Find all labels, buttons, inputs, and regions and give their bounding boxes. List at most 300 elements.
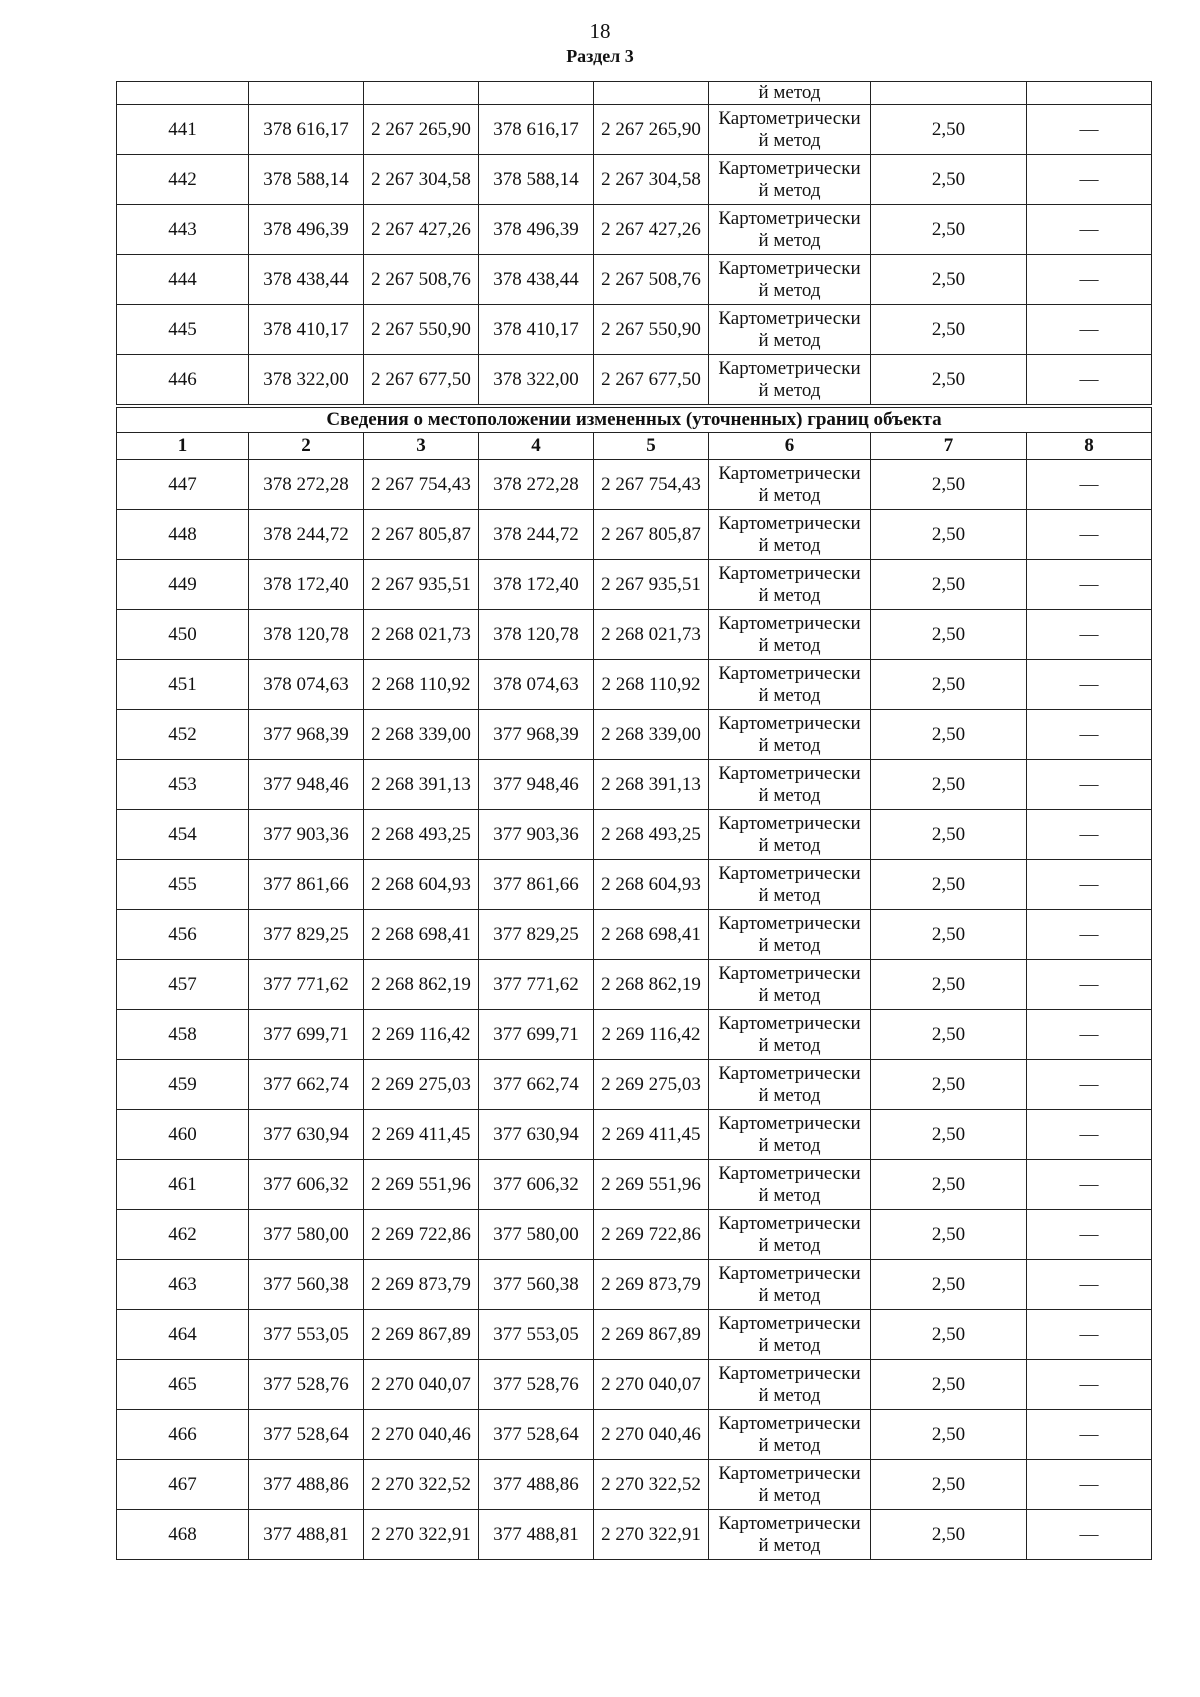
method-line: й метод [758,984,821,1006]
cell-x1: 378 588,14 [249,155,364,205]
cell-x1: 377 488,86 [249,1460,364,1510]
cell-n: 448 [117,510,249,560]
cell-y2: 2 268 604,93 [594,860,709,910]
cell-y1: 2 267 754,43 [364,460,479,510]
cell-x1: 377 699,71 [249,1010,364,1060]
cell-n: 450 [117,610,249,660]
cell-x2: 377 580,00 [479,1210,594,1260]
cell-y1: 2 269 873,79 [364,1260,479,1310]
cell-y1: 2 269 867,89 [364,1310,479,1360]
cell-x2: 377 606,32 [479,1160,594,1210]
cell-y1: 2 268 862,19 [364,960,479,1010]
cell-note: — [1027,1160,1152,1210]
cell-n: 451 [117,660,249,710]
cell-note: — [1027,910,1152,960]
column-number: 1 [117,433,249,460]
method-line: й метод [758,934,821,956]
cell-y1: 2 270 322,91 [364,1510,479,1560]
method-line: Картометрически [718,1412,861,1434]
cell-accuracy: 2,50 [871,560,1027,610]
cell-x1: 378 438,44 [249,255,364,305]
method-line: й метод [758,734,821,756]
cell-y2: 2 268 021,73 [594,610,709,660]
cell-x1: 378 410,17 [249,305,364,355]
cell-n: 456 [117,910,249,960]
cell-x1: 377 580,00 [249,1210,364,1260]
cell-x2: 378 616,17 [479,105,594,155]
cell-accuracy: 2,50 [871,860,1027,910]
cell-n: 446 [117,355,249,407]
method-line: й метод [758,1484,821,1506]
cell-y2: 2 270 322,91 [594,1510,709,1560]
cell-method [709,155,871,205]
cell-n: 449 [117,560,249,610]
cell-y1: 2 269 116,42 [364,1010,479,1060]
method-line: й метод [758,834,821,856]
cell-empty [871,82,1027,105]
cell-method [709,510,871,560]
cell-method [709,1510,871,1560]
cell-y2: 2 267 550,90 [594,305,709,355]
method-line: Картометрически [718,862,861,884]
table-row [117,255,1152,305]
column-number: 2 [249,433,364,460]
cell-y1: 2 269 411,45 [364,1110,479,1160]
column-number-row [117,433,1152,460]
table-row [117,560,1152,610]
cell-method [709,1310,871,1360]
cell-y1: 2 268 110,92 [364,660,479,710]
cell-accuracy: 2,50 [871,1510,1027,1560]
cell-y2: 2 269 722,86 [594,1210,709,1260]
cell-x1: 377 528,76 [249,1360,364,1410]
method-line: й метод [758,784,821,806]
method-line: Картометрически [718,1162,861,1184]
method-line: Картометрически [718,1512,861,1534]
table-row [117,1510,1152,1560]
cell-y2: 2 269 116,42 [594,1010,709,1060]
cell-x2: 377 903,36 [479,810,594,860]
cell-accuracy: 2,50 [871,810,1027,860]
method-line: Картометрически [718,1362,861,1384]
cell-y1: 2 270 040,07 [364,1360,479,1410]
section-heading-row [117,406,1152,433]
cell-x2: 378 172,40 [479,560,594,610]
cell-x2: 377 662,74 [479,1060,594,1110]
method-line: Картометрически [718,107,861,129]
cell-x2: 377 630,94 [479,1110,594,1160]
method-line: Картометрически [718,612,861,634]
cell-y2: 2 269 411,45 [594,1110,709,1160]
cell-x1: 377 630,94 [249,1110,364,1160]
cell-note: — [1027,1010,1152,1060]
cell-note: — [1027,760,1152,810]
cell-accuracy: 2,50 [871,355,1027,407]
method-line: Картометрически [718,1112,861,1134]
cell-y1: 2 269 722,86 [364,1210,479,1260]
cell-method [709,460,871,510]
cell-x2: 378 588,14 [479,155,594,205]
cell-x1: 377 968,39 [249,710,364,760]
cell-note: — [1027,510,1152,560]
method-line: й метод [758,1384,821,1406]
method-line: й метод [758,684,821,706]
table-row [117,960,1152,1010]
cell-x1: 377 662,74 [249,1060,364,1110]
method-line: й метод [758,279,821,301]
table-row [117,1310,1152,1360]
cell-n: 467 [117,1460,249,1510]
cell-n: 445 [117,305,249,355]
cell-n: 461 [117,1160,249,1210]
cell-y1: 2 269 551,96 [364,1160,479,1210]
cell-y1: 2 268 391,13 [364,760,479,810]
cell-n: 459 [117,1060,249,1110]
cell-y2: 2 269 873,79 [594,1260,709,1310]
cell-x2: 378 120,78 [479,610,594,660]
cell-empty [479,82,594,105]
cell-x2: 377 861,66 [479,860,594,910]
cell-x2: 378 322,00 [479,355,594,407]
cell-y1: 2 267 935,51 [364,560,479,610]
cell-x2: 377 968,39 [479,710,594,760]
table-row [117,460,1152,510]
method-line: Картометрически [718,257,861,279]
cell-n: 455 [117,860,249,910]
cell-method [709,255,871,305]
cell-note: — [1027,1510,1152,1560]
cell-x2: 377 829,25 [479,910,594,960]
cell-note: — [1027,355,1152,407]
cell-y2: 2 267 265,90 [594,105,709,155]
section-heading-group [117,406,1152,460]
method-line: й метод [758,1334,821,1356]
cell-method [709,1060,871,1110]
cell-empty [364,82,479,105]
cell-y1: 2 268 698,41 [364,910,479,960]
method-line: Картометрически [718,1062,861,1084]
column-number: 6 [709,433,871,460]
cell-method [709,105,871,155]
cell-y2: 2 268 493,25 [594,810,709,860]
cell-note: — [1027,710,1152,760]
cell-accuracy: 2,50 [871,1010,1027,1060]
cell-y1: 2 267 805,87 [364,510,479,560]
table-row [117,105,1152,155]
cell-x2: 378 496,39 [479,205,594,255]
continued-row [117,82,1152,105]
method-line: й метод [758,1184,821,1206]
cell-accuracy: 2,50 [871,155,1027,205]
table-row [117,810,1152,860]
method-line: й метод [758,1434,821,1456]
column-number: 4 [479,433,594,460]
section-title: Раздел 3 [566,46,634,66]
method-line: Картометрически [718,207,861,229]
cell-n: 465 [117,1360,249,1410]
cell-y2: 2 268 391,13 [594,760,709,810]
cell-accuracy: 2,50 [871,1260,1027,1310]
cell-n: 452 [117,710,249,760]
cell-method [709,1460,871,1510]
cell-note: — [1027,1310,1152,1360]
cell-n: 442 [117,155,249,205]
cell-n: 464 [117,1310,249,1360]
method-line: Картометрически [718,562,861,584]
cell-method [709,860,871,910]
table-row [117,1010,1152,1060]
cell-accuracy: 2,50 [871,105,1027,155]
cell-x1: 377 553,05 [249,1310,364,1360]
table-row [117,1460,1152,1510]
cell-method [709,1410,871,1460]
cell-y1: 2 268 604,93 [364,860,479,910]
cell-x2: 378 244,72 [479,510,594,560]
cell-accuracy: 2,50 [871,255,1027,305]
method-line: й метод [758,1134,821,1156]
cell-y2: 2 268 339,00 [594,710,709,760]
cell-n: 460 [117,1110,249,1160]
cell-method [709,355,871,407]
table-row [117,610,1152,660]
method-line: Картометрически [718,812,861,834]
cell-n: 441 [117,105,249,155]
cell-note: — [1027,205,1152,255]
cell-y1: 2 267 550,90 [364,305,479,355]
cell-accuracy: 2,50 [871,1310,1027,1360]
cell-y2: 2 270 040,07 [594,1360,709,1410]
method-line: й метод [758,129,821,151]
cell-accuracy: 2,50 [871,305,1027,355]
cell-x2: 377 771,62 [479,960,594,1010]
cell-accuracy: 2,50 [871,660,1027,710]
column-number: 8 [1027,433,1152,460]
cell-y1: 2 270 040,46 [364,1410,479,1460]
method-line: й метод [758,229,821,251]
method-line: й метод [758,634,821,656]
cell-method [709,1010,871,1060]
cell-y2: 2 267 427,26 [594,205,709,255]
cell-empty [594,82,709,105]
cell-x2: 377 553,05 [479,1310,594,1360]
cell-accuracy: 2,50 [871,1110,1027,1160]
cell-empty [117,82,249,105]
method-line: й метод [758,484,821,506]
method-line: й метод [758,1534,821,1556]
cell-y2: 2 270 322,52 [594,1460,709,1510]
cell-y1: 2 267 265,90 [364,105,479,155]
cell-n: 466 [117,1410,249,1460]
method-line: Картометрически [718,157,861,179]
cell-method [709,710,871,760]
cell-accuracy: 2,50 [871,1410,1027,1460]
table-row [117,510,1152,560]
cell-y1: 2 267 304,58 [364,155,479,205]
table-body-before [117,82,1152,407]
table-row [117,860,1152,910]
method-line: Картометрически [718,307,861,329]
cell-accuracy: 2,50 [871,960,1027,1010]
method-line: й метод [758,1084,821,1106]
cell-method [709,1210,871,1260]
method-line: Картометрически [718,1012,861,1034]
cell-accuracy: 2,50 [871,1060,1027,1110]
cell-x2: 378 410,17 [479,305,594,355]
cell-accuracy: 2,50 [871,1160,1027,1210]
cell-n: 447 [117,460,249,510]
cell-x2: 377 488,86 [479,1460,594,1510]
table-row [117,1210,1152,1260]
cell-method [709,660,871,710]
table-row [117,355,1152,407]
cell-method [709,205,871,255]
cell-method [709,910,871,960]
cell-note: — [1027,660,1152,710]
cell-empty [1027,82,1152,105]
column-number: 5 [594,433,709,460]
cell-x1: 378 074,63 [249,660,364,710]
page-number: 18 [589,19,611,43]
method-line: й метод [758,1034,821,1056]
cell-method [709,560,871,610]
table-row [117,760,1152,810]
cell-x1: 378 496,39 [249,205,364,255]
cell-method [709,1160,871,1210]
cell-empty [249,82,364,105]
cell-n: 444 [117,255,249,305]
table-row [117,1110,1152,1160]
method-line: Картометрически [718,462,861,484]
method-line: й метод [758,179,821,201]
cell-accuracy: 2,50 [871,610,1027,660]
cell-x1: 378 172,40 [249,560,364,610]
cell-accuracy: 2,50 [871,1460,1027,1510]
cell-method [709,305,871,355]
cell-note: — [1027,1410,1152,1460]
table-row [117,305,1152,355]
table-row [117,1160,1152,1210]
cell-y2: 2 268 698,41 [594,910,709,960]
cell-accuracy: 2,50 [871,460,1027,510]
method-line: Картометрически [718,357,861,379]
table-row [117,1260,1152,1310]
cell-accuracy: 2,50 [871,760,1027,810]
method-line: Картометрически [718,662,861,684]
cell-x1: 378 322,00 [249,355,364,407]
cell-note: — [1027,155,1152,205]
table-body-after [117,460,1152,1560]
cell-note: — [1027,1460,1152,1510]
cell-accuracy: 2,50 [871,1210,1027,1260]
cell-x2: 377 528,76 [479,1360,594,1410]
cell-x1: 377 606,32 [249,1160,364,1210]
method-line: Картометрически [718,1312,861,1334]
method-line: Картометрически [718,512,861,534]
cell-n: 443 [117,205,249,255]
cell-x2: 378 074,63 [479,660,594,710]
method-line: й метод [758,584,821,606]
table-row [117,1060,1152,1110]
cell-note: — [1027,960,1152,1010]
cell-x1: 378 272,28 [249,460,364,510]
cell-n: 457 [117,960,249,1010]
cell-x1: 378 244,72 [249,510,364,560]
cell-x2: 378 438,44 [479,255,594,305]
cell-y2: 2 269 275,03 [594,1060,709,1110]
cell-note: — [1027,305,1152,355]
cell-x2: 377 948,46 [479,760,594,810]
method-line: Картометрически [718,962,861,984]
cell-y1: 2 268 021,73 [364,610,479,660]
cell-x1: 377 861,66 [249,860,364,910]
method-line: й метод [758,1284,821,1306]
table-row [117,660,1152,710]
cell-y1: 2 267 427,26 [364,205,479,255]
cell-x2: 377 699,71 [479,1010,594,1060]
cell-y2: 2 267 304,58 [594,155,709,205]
cell-y2: 2 268 110,92 [594,660,709,710]
cell-method [709,810,871,860]
cell-note: — [1027,860,1152,910]
method-line: й метод [758,1234,821,1256]
cell-y2: 2 269 867,89 [594,1310,709,1360]
method-line: й метод [758,534,821,556]
cell-y1: 2 269 275,03 [364,1060,479,1110]
cell-n: 463 [117,1260,249,1310]
cell-x2: 377 488,81 [479,1510,594,1560]
cell-y2: 2 267 508,76 [594,255,709,305]
cell-y2: 2 267 677,50 [594,355,709,407]
cell-method [709,1260,871,1310]
coordinates-table [116,81,1152,1560]
cell-note: — [1027,1110,1152,1160]
cell-x1: 377 903,36 [249,810,364,860]
section-heading: Сведения о местоположении измененных (уточненных) границ объекта [117,406,1152,433]
cell-x2: 377 560,38 [479,1260,594,1310]
table-row [117,155,1152,205]
cell-note: — [1027,1060,1152,1110]
table-row [117,1410,1152,1460]
column-number: 7 [871,433,1027,460]
cell-method [709,1110,871,1160]
cell-x2: 378 272,28 [479,460,594,510]
method-line: Картометрически [718,762,861,784]
cell-note: — [1027,610,1152,660]
cell-y2: 2 267 805,87 [594,510,709,560]
cell-y1: 2 267 508,76 [364,255,479,305]
cell-note: — [1027,810,1152,860]
cell-method [709,760,871,810]
cell-n: 453 [117,760,249,810]
method-line: Картометрически [718,1262,861,1284]
method-line: Картометрически [718,1212,861,1234]
cell-x1: 377 771,62 [249,960,364,1010]
cell-y2: 2 267 935,51 [594,560,709,610]
cell-note: — [1027,255,1152,305]
cell-note: — [1027,1360,1152,1410]
cell-note: — [1027,460,1152,510]
cell-method [709,610,871,660]
cell-n: 458 [117,1010,249,1060]
method-line: Картометрически [718,912,861,934]
cell-x1: 377 488,81 [249,1510,364,1560]
method-line: Картометрически [718,1462,861,1484]
cell-x1: 377 528,64 [249,1410,364,1460]
cell-n: 468 [117,1510,249,1560]
table-row [117,1360,1152,1410]
cell-n: 454 [117,810,249,860]
cell-accuracy: 2,50 [871,1360,1027,1410]
